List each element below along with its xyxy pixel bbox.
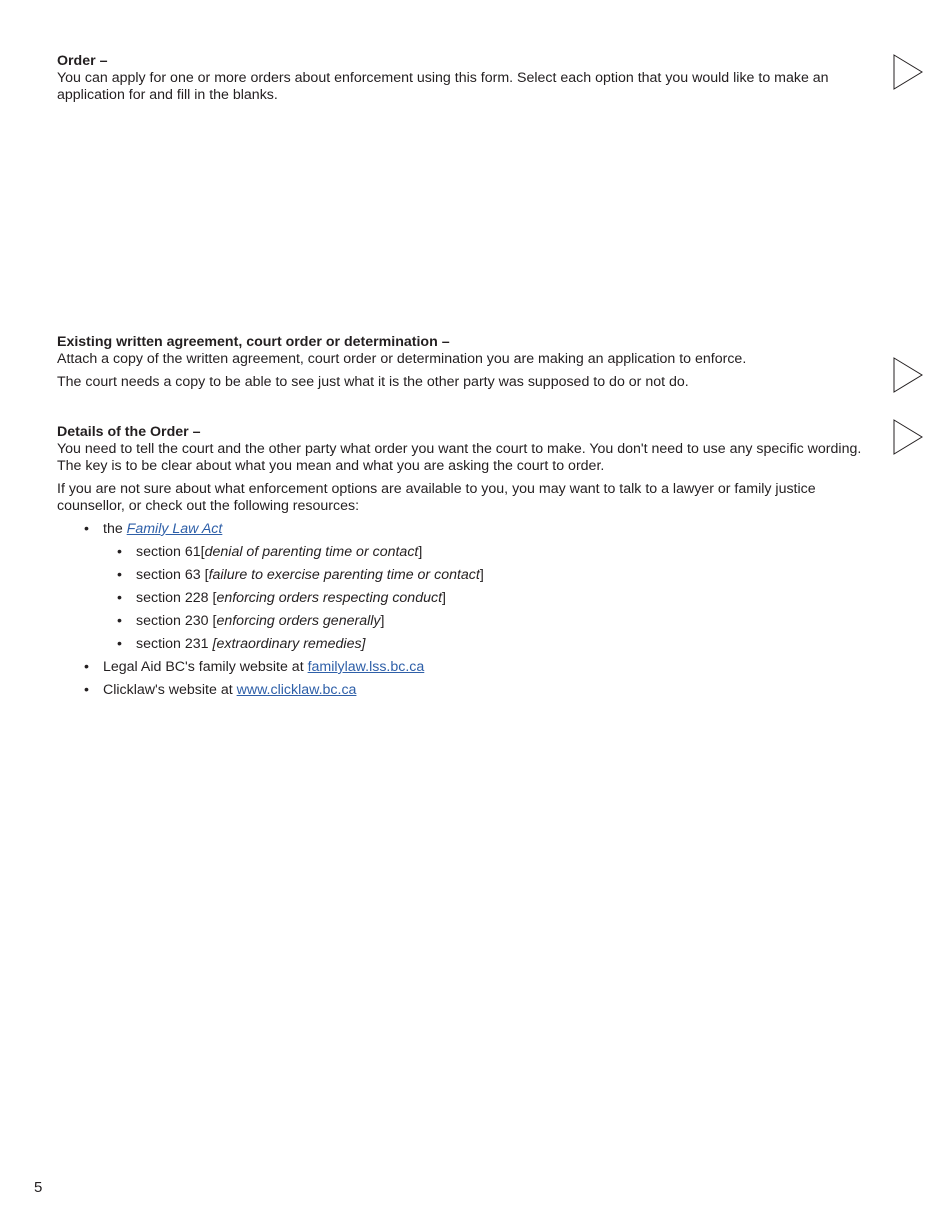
- resource-list: [57, 521, 872, 699]
- section-prefix: section 228 [: [136, 590, 217, 606]
- existing-arrow-icon[interactable]: [893, 357, 923, 393]
- section-item: [57, 590, 872, 607]
- section-prefix: section 63 [: [136, 567, 209, 583]
- section-title: enforcing orders respecting conduct: [216, 590, 443, 606]
- section-prefix: section 231: [136, 636, 213, 652]
- details-heading: Details of the Order –: [57, 424, 201, 440]
- section-suffix: ]: [418, 544, 423, 560]
- bullet: •: [84, 659, 89, 675]
- details-arrow-icon[interactable]: [893, 419, 923, 455]
- section-list: [103, 544, 872, 653]
- section-title: failure to exercise parenting time or contact: [208, 567, 480, 583]
- legal-aid-prefix: Legal Aid BC's family website at: [103, 659, 308, 675]
- section-item: [57, 636, 872, 653]
- section-title: enforcing orders generally: [216, 613, 381, 629]
- section-suffix: ]: [442, 590, 446, 606]
- bullet: •: [117, 567, 122, 583]
- existing-body-2: The court needs a copy to be able to see just what it is the other party was supposed to do or not do.: [57, 374, 689, 390]
- clicklaw-prefix: Clicklaw's website at: [103, 682, 237, 698]
- bullet: •: [84, 521, 89, 537]
- resource-item-legal-aid: [57, 659, 872, 676]
- section-title: [extraordinary remedies]: [212, 636, 366, 652]
- section-prefix: section 61[: [136, 544, 205, 560]
- act-prefix: the: [103, 521, 127, 537]
- familylaw-link[interactable]: familylaw.lss.bc.ca: [307, 659, 425, 675]
- section-item: [57, 567, 872, 584]
- resource-item-clicklaw: [57, 682, 872, 699]
- bullet: •: [117, 636, 122, 652]
- bullet: •: [117, 613, 122, 629]
- section-item: [57, 544, 872, 561]
- order-heading: Order –: [57, 53, 108, 69]
- bullet: •: [84, 682, 89, 698]
- details-body-1: You need to tell the court and the other party what order you want the court to make. You don't need to use any specific wording. The key is to be clear about what you mean and what you are asking the court to order.: [57, 441, 862, 474]
- details-body-2: If you are not sure about what enforcement options are available to you, you may want to talk to a lawyer or family justice counsellor, or check out the following resources:: [57, 481, 816, 514]
- existing-body-1: Attach a copy of the written agreement, court order or determination you are making an application to enforce.: [57, 351, 747, 367]
- resource-item-family-law-act: [57, 521, 872, 653]
- page-number: 5: [34, 1179, 43, 1196]
- order-body: You can apply for one or more orders about enforcement using this form. Select each option that you would like to make an application for and fill in the blanks.: [57, 70, 829, 103]
- section-suffix: ]: [380, 613, 385, 629]
- existing-section: [57, 334, 872, 391]
- existing-heading: Existing written agreement, court order or determination –: [57, 334, 450, 350]
- family-law-act-link[interactable]: Family Law Act: [126, 521, 223, 537]
- clicklaw-link[interactable]: www.clicklaw.bc.ca: [236, 682, 357, 698]
- details-section: [57, 424, 872, 705]
- section-item: [57, 613, 872, 630]
- section-prefix: section 230 [: [136, 613, 217, 629]
- order-section: [57, 53, 872, 104]
- bullet: •: [117, 544, 122, 560]
- order-arrow-icon[interactable]: [893, 54, 923, 90]
- section-suffix: ]: [479, 567, 484, 583]
- section-title: denial of parenting time or contact: [204, 544, 419, 560]
- bullet: •: [117, 590, 122, 606]
